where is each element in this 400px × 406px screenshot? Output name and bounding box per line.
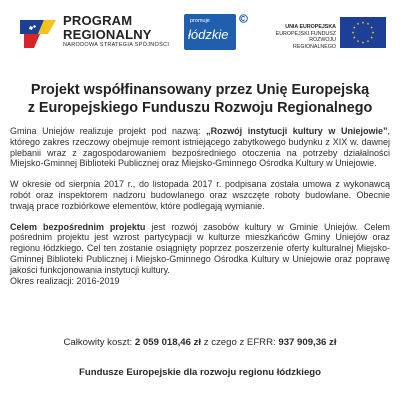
paragraph-progress (10, 179, 390, 211)
eu-line3: ROZWOJU REGIONALNEGO (293, 37, 336, 50)
p1-post: , którego zakres rzeczowy obejmuje remont istniejącego zabytkowego budynku z XIX w. dawnej plebanii wraz z zagospodarowaniem bezpośredniego otoczenia na potrzeby działalności Miejsko-Gminnej Biblioteki Publicznej oraz Miejsko-Gminnego Ośrodka Kultury w Uniejowie. (10, 126, 390, 169)
lodzkie-main-text: łódzkie (188, 27, 229, 42)
realization-period: Okres realizacji: 2016-2019 (10, 275, 120, 286)
program-line2: REGIONALNY (63, 27, 152, 42)
lodzkie-logo (184, 14, 236, 50)
p2-text: W okresie od sierpnia 2017 r., do listopada 2017 r. podpisana została umowa z wykonawcą robót oraz inspektorem nadzoru budowlanego oraz wszczęte roboty budowlane. Obecnie trwają prace rozbiórkowe elementów, które podlegają wymianie. (10, 179, 390, 211)
page-title (0, 81, 400, 117)
goal-label: Celem bezpośrednim projektu (10, 221, 146, 232)
title-line1: Projekt współfinansowany przez Unię Europejską (30, 82, 370, 98)
program-subtitle: NARODOWA STRATEGIA SPÓJNOŚCI (63, 42, 170, 48)
total-cost-label: Całkowity koszt: (63, 337, 135, 348)
flag-logo-icon (20, 14, 58, 50)
p1-pre: Gmina Uniejów realizuje projekt pod nazwą: (10, 126, 207, 136)
efrr-label: z czego z EFRR: (201, 337, 279, 348)
registered-mark-icon (239, 14, 248, 23)
costs-line (0, 337, 400, 348)
project-name: „Rozwój instytucji kultury w Uniejowie” (206, 126, 388, 136)
footer-slogan: Fundusze Europejskie dla rozwoju regionu łódzkiego (79, 367, 321, 378)
paragraph-goal (10, 222, 390, 287)
eu-line2: EUROPEJSKI FUNDUSZ (275, 30, 336, 37)
efrr-value: 937 909,36 zł (278, 337, 337, 348)
eu-logo-text (268, 24, 336, 50)
paragraph-project (10, 126, 390, 169)
eu-flag-icon (340, 17, 386, 48)
body-text (10, 126, 390, 286)
lodzkie-top-text: promuje (190, 18, 210, 24)
title-line2: z Europejskiego Funduszu Rozwoju Regionalnego (27, 100, 373, 116)
program-regionalny-logo (20, 12, 180, 52)
total-cost-value: 2 059 018,46 zł (134, 337, 202, 348)
eu-line1: UNIA EUROPEJSKA (285, 24, 336, 30)
program-line1: PROGRAM (63, 13, 133, 28)
goal-text: jest rozwój zasobów kultury w Gminie Uniejów. Celem pośrednim projektu jest wzrost partycypacji w kulturze mieszkańców Gminy Uniejów oraz regionu łódzkiego. Cel ten zostanie osiągnięty poprzez poszerzenie oferty kulturalnej Miejsko-Gminnej Biblioteki Publicznej i Miejsko-Gminnego Ośrodka Kultury w Uniejowie oraz poprawę jakości funkcjonowania instytucji kultury. (10, 221, 390, 275)
